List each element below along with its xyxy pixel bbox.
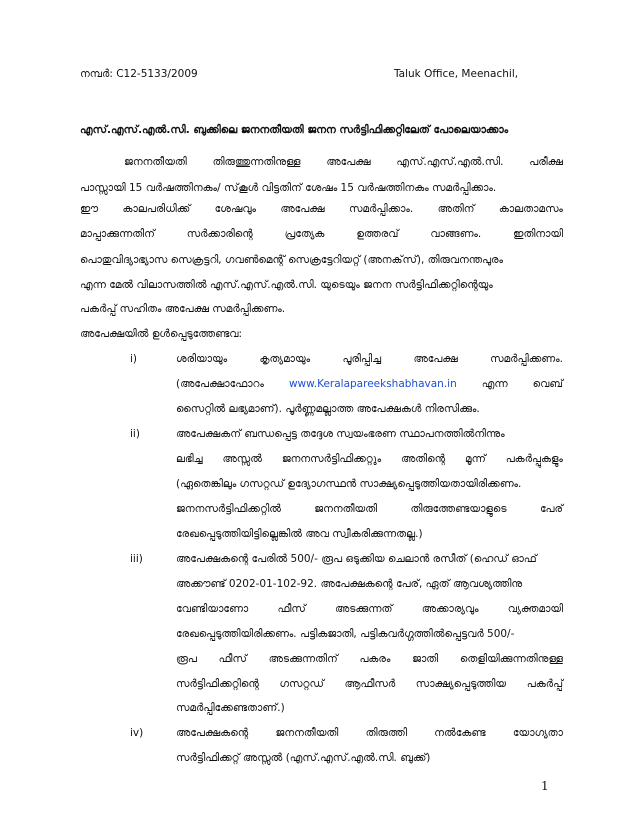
- word: എസ്.എസ്.എൽ.സി.: [396, 156, 504, 168]
- word: വ്യക്തമായി: [507, 603, 563, 615]
- word: പൂരിപ്പിച്ച: [342, 353, 382, 365]
- reference-number: നമ്പർ: C12-5133/2009: [80, 68, 198, 80]
- word: ആഫീസർ: [344, 678, 396, 690]
- word: രൂപ: [176, 653, 197, 665]
- word: ജാതി: [412, 653, 439, 665]
- word: ഫീസ്: [277, 603, 306, 615]
- word: പേര്: [539, 503, 563, 515]
- word: ലഭിച്ച: [176, 453, 203, 465]
- word: ഗസറ്റഡ്: [279, 678, 324, 690]
- office-name: Taluk Office, Meenachil,: [394, 68, 519, 80]
- item-ii-line2: [176, 453, 563, 466]
- word: അടക്കുന്നതിന്: [268, 653, 338, 665]
- word: വാങ്ങണം.: [430, 228, 482, 240]
- word: ഈ: [80, 203, 99, 215]
- word: അപേക്ഷകന്റെ: [176, 727, 249, 739]
- word: അതിന്: [437, 203, 475, 215]
- word: ജനനതീയതി: [124, 156, 187, 168]
- section-heading: അപേക്ഷയിൽ ഉൾപ്പെടുത്തേണ്ടവ:: [80, 328, 243, 340]
- word: ജനനസർട്ടിഫിക്കറ്റും: [281, 453, 382, 465]
- item-i-line1: [176, 353, 563, 366]
- word: ഉത്തരവ്: [356, 228, 399, 240]
- word: ജനനസർട്ടിഫിക്കറ്റിൽ: [176, 503, 281, 515]
- word: ഇതിനായി: [513, 228, 563, 240]
- word: പകർപ്പ്: [526, 678, 563, 690]
- para1-line6: എന്ന മേൽ വിലാസത്തിൽ എസ്.എസ്.എൽ.സി. യുടെയും ജനന സർട്ടിഫിക്കറ്റിന്റെയും: [80, 279, 493, 291]
- word: ഫീസ്: [218, 653, 247, 665]
- word: തിരുത്തുന്നതിനുള്ള: [212, 156, 301, 168]
- item-number: ii): [130, 428, 140, 440]
- word: അക്കാര്യവും: [421, 603, 479, 615]
- word: നൽകേണ്ട: [434, 727, 486, 739]
- word: എന്ന: [481, 378, 508, 390]
- para1-line5: പൊതുവിദ്യാഭ്യാസ സെക്രട്ടറി, ഗവൺമെന്റ് സെക്രട്ടേറിയറ്റ് (അനക്‌സ്), തിരുവനന്തപുരം: [80, 254, 503, 266]
- item-iii-line4: രേഖപ്പെടുത്തിയിരിക്കണം. പട്ടികജാതി, പട്ടികവർഗ്ഗത്തിൽപ്പെട്ടവർ 500/-: [176, 628, 515, 640]
- word: അടക്കുന്നത്: [335, 603, 393, 615]
- item-iii-line5: [176, 653, 563, 666]
- word: ശേഷവും: [214, 203, 257, 215]
- word: ജനനതീയതി: [314, 503, 378, 515]
- word: തിരുത്തി: [365, 727, 407, 739]
- word: സാക്ഷ്യപ്പെടുത്തിയ: [415, 678, 507, 690]
- word: ശരിയായും: [176, 353, 228, 365]
- word: അസ്സൽ: [222, 453, 262, 465]
- word: അപേക്ഷ: [326, 156, 371, 168]
- item-iv-line1: [176, 727, 563, 740]
- word: പകരം: [359, 653, 391, 665]
- word: അപേക്ഷ: [413, 353, 458, 365]
- item-ii-line3: (ഏതെങ്കിലും ഗസറ്റഡ് ഉദ്യോഗസ്ഥൻ സാക്ഷ്യപ്പെടുത്തിയതായിരിക്കണം.: [176, 478, 522, 490]
- document-title: എസ്.എസ്.എൽ.സി. ബുക്കിലെ ജനനതീയതി ജനന സർട്ടിഫിക്കറ്റിലേത് പോലെയാക്കാം: [80, 124, 509, 136]
- item-iv-line2: സർട്ടിഫിക്കറ്റ് അസ്സൽ (എസ്.എസ്.എൽ.സി. ബുക്ക്): [176, 752, 431, 764]
- word: പകർപ്പുകളും: [505, 453, 563, 465]
- item-i-line3: സൈറ്റിൽ ലഭ്യമാണ്). പൂർണ്ണമല്ലാത്ത അപേക്ഷകൾ നിരസിക്കും.: [176, 403, 480, 415]
- word: തിരുത്തേണ്ടയാളുടെ: [410, 503, 507, 515]
- page-number: 1: [541, 779, 549, 793]
- item-iii-line2: അക്കൗണ്ട് 0202-01-102-92. അപേക്ഷകന്റെ പേര്, ഏത് ആവശ്യത്തിനു: [176, 578, 523, 590]
- word: (അപേക്ഷാഫോറം: [176, 378, 264, 390]
- website-link[interactable]: www.Keralapareekshabhavan.in: [288, 378, 457, 390]
- word: അപേക്ഷ: [280, 203, 325, 215]
- item-number: iv): [130, 727, 144, 739]
- item-number: iii): [130, 553, 143, 565]
- para1-line3: [80, 203, 563, 216]
- word: മൂന്ന്: [465, 453, 486, 465]
- word: സമർപ്പിക്കാം.: [348, 203, 414, 215]
- item-ii-line1: അപേക്ഷകന് ബന്ധപ്പെട്ട തദ്ദേശ സ്വയംഭരണ സ്ഥാപനത്തിൽനിന്നും: [176, 428, 505, 440]
- word: കൃത്യമായും: [259, 353, 311, 365]
- word: അതിന്റെ: [401, 453, 446, 465]
- para1-line7: പകർപ്പ് സഹിതം അപേക്ഷ സമർപ്പിക്കണം.: [80, 303, 286, 315]
- word: തെളിയിക്കുന്നതിനുള്ള: [459, 653, 563, 665]
- item-iii-line3: [176, 603, 563, 616]
- item-number: i): [130, 353, 138, 365]
- word: യോഗ്യതാ: [512, 727, 563, 739]
- word: വേണ്ടിയാണോ: [176, 603, 249, 615]
- para1-line1: [124, 156, 563, 169]
- item-iii-line7: സമർപ്പിക്കേണ്ടതാണ്.): [176, 702, 285, 714]
- word: സമർപ്പിക്കണം.: [490, 353, 563, 365]
- para1-line2: പാസ്സായി 15 വർഷത്തിനകം/ സ്‌കൂൾ വിട്ടതിന് ശേഷം 15 വർഷത്തിനകം സമർപ്പിക്കാം.: [80, 182, 497, 194]
- word: സർട്ടിഫിക്കറ്റിന്റെ: [176, 678, 259, 690]
- item-ii-line5: രേഖപ്പെടുത്തിയിട്ടില്ലെങ്കിൽ അവ സ്വീകരിക്കുന്നതല്ല.): [176, 528, 423, 540]
- word: ജനനതീയതി: [275, 727, 339, 739]
- word: മാപ്പാക്കുന്നതിന്: [80, 228, 155, 240]
- word: പ്രത്യേക: [284, 228, 325, 240]
- para1-line4: [80, 228, 563, 241]
- word: പരീക്ഷ: [529, 156, 563, 168]
- item-iii-line6: [176, 678, 563, 691]
- item-iii-line1: അപേക്ഷകന്റെ പേരിൽ 500/- രൂപ ഒടുക്കിയ ചെലാൻ രസീത് (ഹെഡ് ഓഫ്: [176, 553, 537, 565]
- word: കാലപരിധിക്ക്: [122, 203, 191, 215]
- word: സർക്കാരിന്റെ: [186, 228, 253, 240]
- word: വെബ്: [532, 378, 563, 390]
- item-i-line2: [176, 378, 563, 391]
- word: കാലതാമസം: [498, 203, 563, 215]
- item-ii-line4: [176, 503, 563, 516]
